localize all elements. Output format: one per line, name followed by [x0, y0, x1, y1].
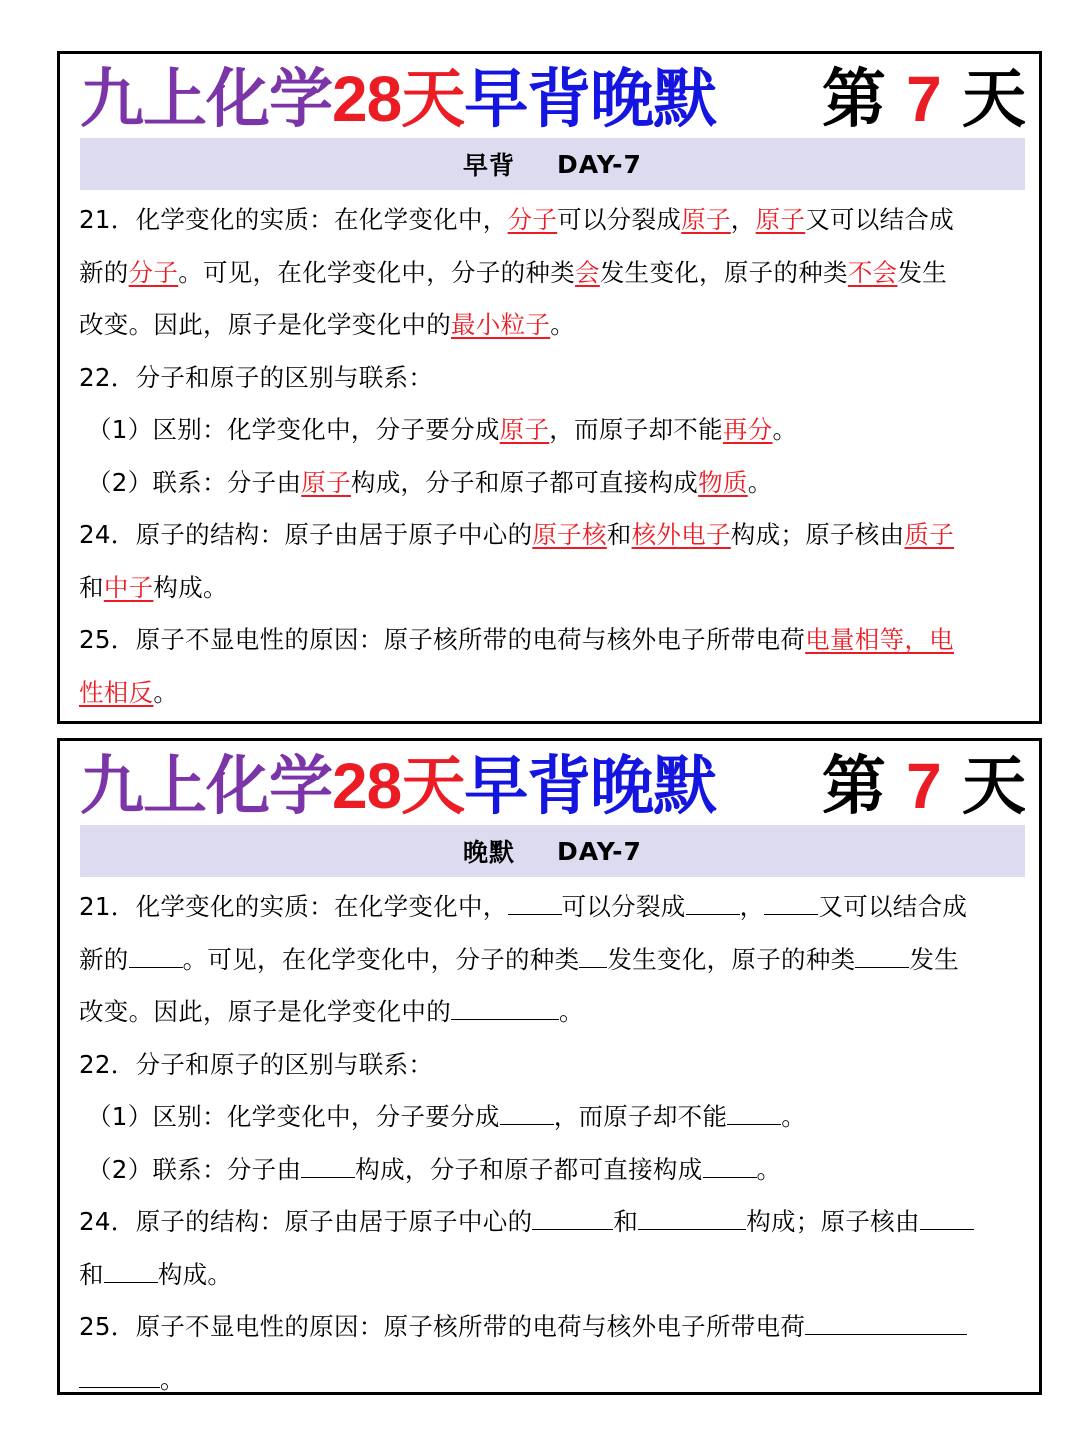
q24-text: 构成；原子核由: [730, 520, 905, 549]
q21-text: 发生变化，原子的种类: [607, 944, 856, 974]
answer: 原子: [499, 415, 550, 444]
day-indicator: [822, 746, 1025, 827]
q22-item-1: [79, 1091, 1025, 1144]
title-main: [80, 59, 716, 140]
answer: 性相反: [79, 677, 154, 707]
q22-item-1: [79, 404, 1025, 457]
day-suffix: 天: [962, 61, 1025, 137]
q21-line-2: [79, 934, 1025, 987]
section-banner: [80, 138, 1025, 190]
q21-text: 又可以结合成: [805, 205, 955, 234]
q21-text: 改变。因此，原子是化学变化中的: [79, 997, 451, 1026]
day-tag: DAY-7: [557, 149, 642, 179]
fill-blank[interactable]: [686, 888, 740, 915]
answer: 质子: [904, 520, 955, 549]
q24-line-1: [79, 509, 1025, 562]
fill-blank[interactable]: [79, 1361, 160, 1388]
title-days-number: 28: [332, 749, 402, 822]
q24-line-2: [79, 1249, 1025, 1302]
q24-text: 构成；原子核由: [746, 1207, 920, 1236]
answer: 原子核: [532, 520, 607, 549]
evening-dictation-card: [57, 738, 1042, 1395]
q21-text: 。可见，在化学变化中，分子的种类: [178, 257, 576, 287]
fill-blank[interactable]: [508, 888, 562, 915]
answer: 原子: [755, 205, 806, 234]
fill-blank[interactable]: [104, 1256, 158, 1283]
dictation-content: [79, 881, 1025, 1406]
answer: 中子: [103, 572, 154, 602]
q22-text: （1）区别：化学变化中，分子要分成: [87, 415, 500, 444]
fill-blank[interactable]: [532, 1203, 613, 1230]
section-label: 晚默: [463, 838, 516, 867]
q22-text: 。: [772, 415, 798, 444]
q21-text: 又可以结合成: [818, 892, 968, 921]
q21-line-3: [79, 299, 1025, 352]
q21-text: 。: [559, 997, 584, 1026]
q21-text: 发生: [897, 257, 948, 287]
answer: 分子: [507, 205, 558, 234]
q21-text: 新的: [79, 944, 129, 974]
q22-text: （2）联系：分子由: [87, 467, 302, 497]
q21-text: 可以分裂成: [561, 892, 686, 921]
answer: 原子: [301, 467, 351, 497]
section-label: 早背: [463, 151, 516, 180]
day-suffix: 天: [962, 748, 1025, 824]
day-tag: DAY-7: [557, 836, 642, 866]
q22-item-2: [79, 1144, 1025, 1197]
morning-recite-card: [57, 51, 1042, 724]
q24-text: 和: [79, 572, 104, 602]
fill-blank[interactable]: [500, 1098, 554, 1125]
day-prefix: 第: [821, 748, 885, 824]
q22-text: （2）联系：分子由: [87, 1154, 302, 1184]
q21-text: ，: [730, 205, 756, 234]
q22-title: 22．分子和原子的区别与联系：: [79, 1049, 434, 1079]
q21-text: 发生: [909, 944, 960, 974]
q21-text: ，: [739, 892, 765, 921]
q25-text: 25．原子不显电性的原因：原子核所带的电荷与核外电子所带电荷: [79, 625, 806, 654]
title-days-unit: 天: [401, 748, 465, 824]
day-indicator: [822, 59, 1025, 140]
fill-blank[interactable]: [855, 941, 909, 968]
answer: 分子: [128, 257, 179, 287]
q25-text: 。: [160, 1364, 185, 1394]
day-number: 7: [906, 62, 941, 135]
title-program: 早背晚默: [464, 61, 717, 137]
fill-blank[interactable]: [920, 1203, 974, 1230]
answer: 核外电子: [631, 520, 731, 549]
q21-text: 21．化学变化的实质：在化学变化中，: [79, 892, 508, 921]
title-subject: 九上化学: [80, 748, 332, 824]
q25-line-2: [79, 667, 1025, 720]
q22-text: （1）区别：化学变化中，分子要分成: [87, 1102, 500, 1131]
q24-text: 和: [613, 1207, 639, 1236]
q21-line-3: [79, 986, 1025, 1039]
title-subject: 九上化学: [80, 61, 332, 137]
fill-blank[interactable]: [703, 1151, 757, 1178]
title-program: 早背晚默: [464, 748, 717, 824]
q25-text: 25．原子不显电性的原因：原子核所带的电荷与核外电子所带电荷: [79, 1312, 806, 1341]
worksheet-title: [80, 59, 1025, 139]
q22-text: 。: [781, 1102, 807, 1131]
title-main: [80, 746, 716, 827]
q21-text: 21．化学变化的实质：在化学变化中，: [79, 205, 508, 234]
q22-item-2: [79, 457, 1025, 510]
q24-text: 和: [79, 1259, 104, 1289]
q25-text: 。: [153, 677, 179, 707]
recite-content: [79, 194, 1025, 719]
fill-blank[interactable]: [764, 888, 818, 915]
q21-text: 可以分裂成: [557, 205, 682, 234]
q21-text: 。: [550, 310, 576, 339]
q22-text: 构成，分子和原子都可直接构成: [350, 467, 699, 497]
answer: 物质: [698, 467, 748, 497]
fill-blank[interactable]: [727, 1098, 781, 1125]
q21-text: 发生变化，原子的种类: [599, 257, 848, 287]
q24-text: 构成。: [157, 1259, 233, 1289]
q24-text: 和: [606, 520, 632, 549]
q22-text: 。: [756, 1154, 782, 1184]
q22-text: ，而原子却不能: [553, 1102, 728, 1131]
q25-line-1: [79, 614, 1025, 667]
fill-blank[interactable]: [638, 1203, 746, 1230]
title-days-number: 28: [332, 62, 402, 135]
q24-text: 构成。: [153, 572, 228, 602]
fill-blank[interactable]: [451, 993, 559, 1020]
answer: 原子: [681, 205, 731, 234]
q24-text: 24．原子的结构：原子由居于原子中心的: [79, 520, 533, 549]
fill-blank[interactable]: [579, 941, 607, 968]
fill-blank[interactable]: [129, 941, 183, 968]
q22-text: 。: [747, 467, 773, 497]
q22-title: 22．分子和原子的区别与联系：: [79, 362, 434, 392]
title-days-unit: 天: [401, 61, 465, 137]
day-prefix: 第: [821, 61, 885, 137]
answer: 最小粒子: [451, 310, 551, 339]
q21-text: 。可见，在化学变化中，分子的种类: [182, 944, 580, 974]
q24-line-2: [79, 562, 1025, 615]
answer: 电量相等，电: [805, 625, 954, 654]
q24-line-1: [79, 1196, 1025, 1249]
q21-text: 新的: [79, 257, 129, 287]
q22-text: ，而原子却不能: [549, 415, 723, 444]
answer: 不会: [847, 257, 898, 287]
section-banner: [80, 825, 1025, 877]
worksheet-title: [80, 746, 1025, 826]
q24-text: 24．原子的结构：原子由居于原子中心的: [79, 1207, 533, 1236]
fill-blank[interactable]: [805, 1308, 967, 1335]
day-number: 7: [906, 749, 941, 822]
fill-blank[interactable]: [301, 1151, 355, 1178]
q21-line-1: [79, 881, 1025, 934]
answer: 再分: [722, 415, 773, 444]
q25-line-2: [79, 1354, 1025, 1407]
q21-line-2: [79, 247, 1025, 300]
q22-text: 构成，分子和原子都可直接构成: [355, 1154, 703, 1184]
answer: 会: [575, 257, 600, 287]
q21-line-1: [79, 194, 1025, 247]
q25-line-1: [79, 1301, 1025, 1354]
q21-text: 改变。因此，原子是化学变化中的: [79, 310, 451, 339]
